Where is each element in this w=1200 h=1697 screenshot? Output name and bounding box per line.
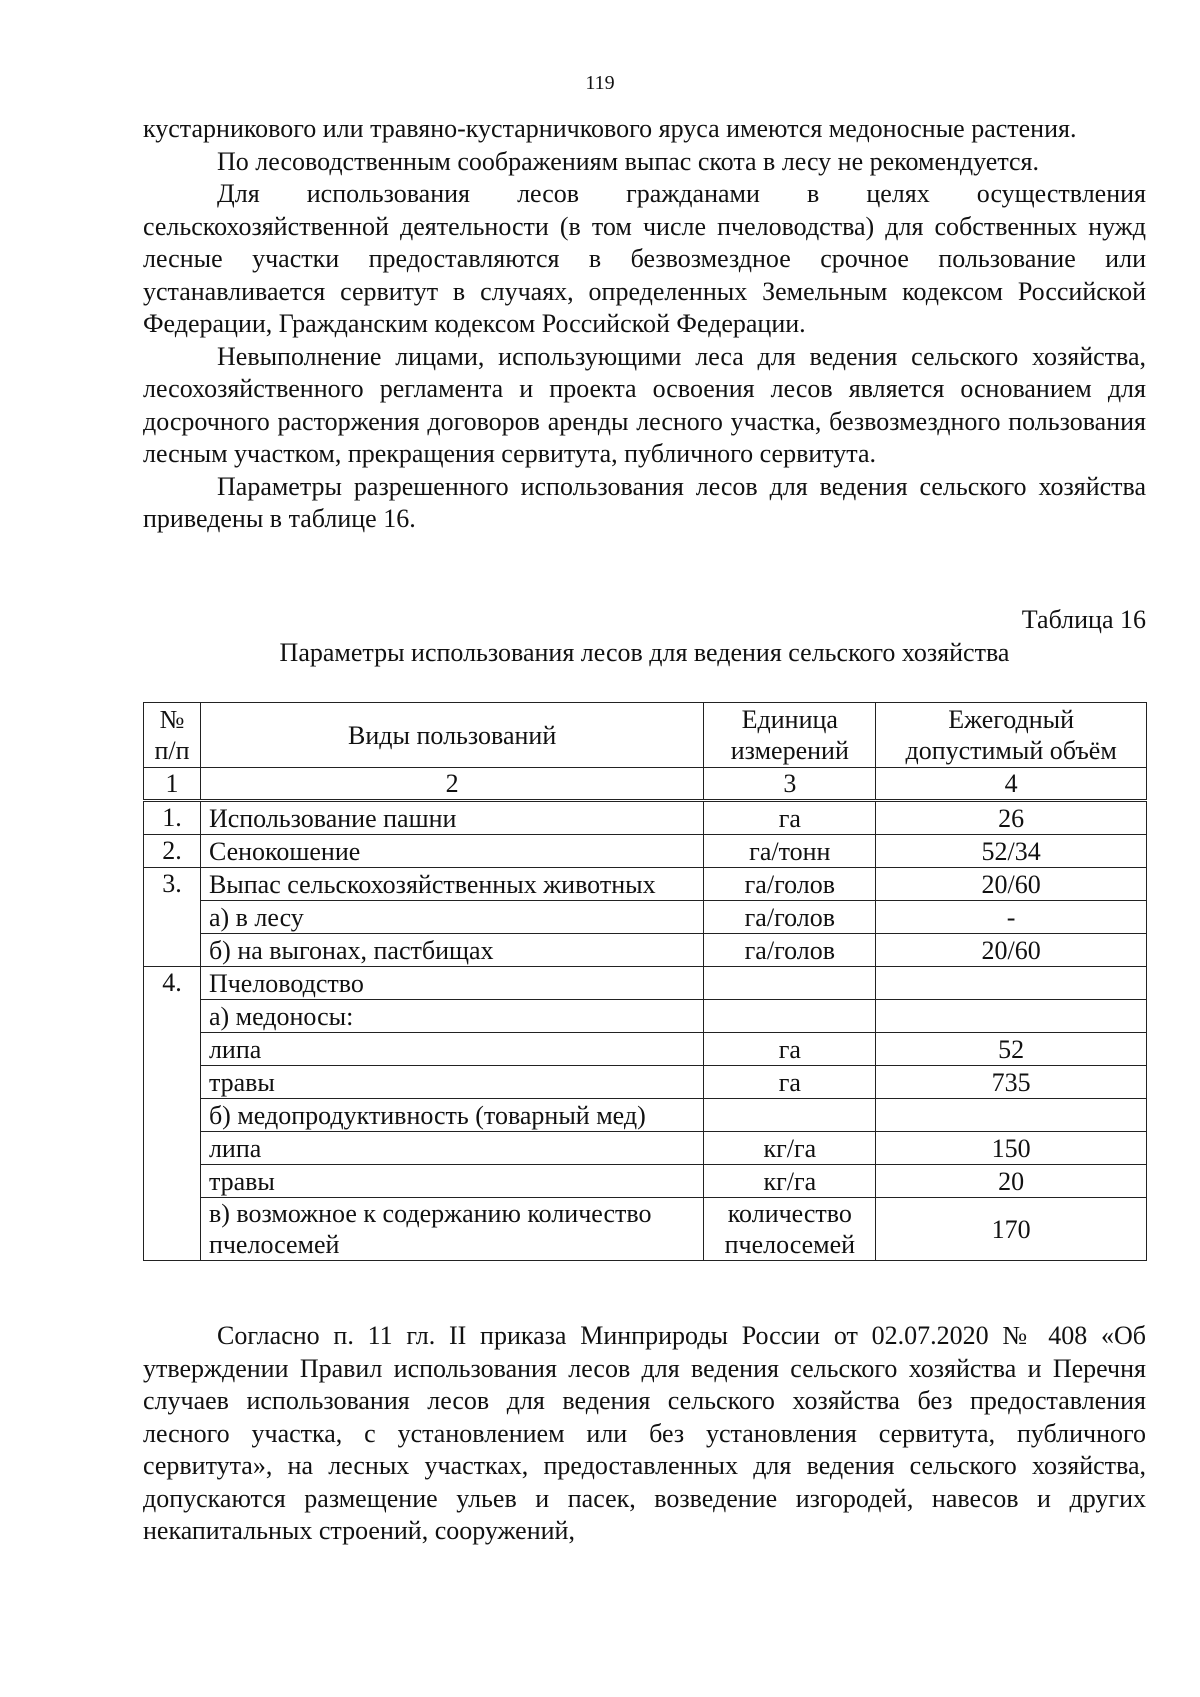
row-volume: 52: [876, 1033, 1147, 1066]
row-volume: [876, 1099, 1147, 1132]
header-num-line2: п/п: [154, 736, 190, 765]
table-row: [144, 1099, 1147, 1132]
table-row: [144, 1066, 1147, 1099]
row-kind: Пчеловодство: [200, 967, 703, 1000]
table-body: [144, 801, 1147, 1261]
table-row: [144, 1132, 1147, 1165]
row-kind: б) медопродуктивность (товарный мед): [200, 1099, 703, 1132]
table-row: [144, 1000, 1147, 1033]
column-number: 1: [144, 768, 201, 801]
row-unit: га: [704, 801, 876, 835]
paragraph-non-compliance: Невыполнение лицами, использующими леса для ведения сельского хозяйства, лесохозяйственного регламента и проекта освоения лесов является основанием для досрочного расторжения договоров аренды лесного участка, безвозмездного пользования лесным участком, прекращения сервитута, публичного сервитута.: [143, 341, 1146, 468]
row-unit: га/голов: [704, 901, 876, 934]
paragraph-citizens-use: Для использования лесов гражданами в целях осуществления сельскохозяйственной деятельности (в том числе пчеловодства) для собственных нужд лесные участки предоставляются в безвозмездное срочное пользование или устанавливается сервитут в случаях, определенных Земельным кодексом Российской Федерации, Гражданским кодексом Российской Федерации.: [143, 179, 1146, 338]
table-label: Таблица 16: [1021, 605, 1146, 634]
table-row: [144, 934, 1147, 967]
table-row: [144, 801, 1147, 835]
paragraph-table-reference: Параметры разрешенного использования лесов для ведения сельского хозяйства приведены в таблице 16.: [143, 471, 1146, 533]
row-volume: 20: [876, 1165, 1147, 1198]
row-unit: кг/га: [704, 1165, 876, 1198]
page-number: 119: [585, 72, 615, 94]
row-num: 4.: [144, 967, 201, 1261]
row-kind: травы: [200, 1066, 703, 1099]
row-unit: га/голов: [704, 868, 876, 901]
row-unit: количество пчелосемей: [704, 1198, 876, 1261]
body-text-top: [143, 113, 1146, 536]
row-kind: Сенокошение: [200, 835, 703, 868]
body-text-bottom: [143, 1320, 1146, 1548]
header-volume-line2: допустимый объём: [905, 736, 1117, 765]
table-row: [144, 1165, 1147, 1198]
table-title: Параметры использования лесов для ведения сельского хозяйства: [279, 638, 1010, 667]
paragraph-continuation: кустарникового или травяно-кустарничкового яруса имеются медоносные растения.: [143, 114, 1077, 143]
column-number: 4: [876, 768, 1147, 801]
row-kind: Выпас сельскохозяйственных животных: [200, 868, 703, 901]
table-row: [144, 835, 1147, 868]
column-number: 2: [200, 768, 703, 801]
parameters-table: [143, 702, 1147, 1261]
row-unit: [704, 1000, 876, 1033]
header-unit-line1: Единица: [741, 705, 838, 734]
table-row: [144, 1033, 1147, 1066]
row-unit: га: [704, 1033, 876, 1066]
table-row: [144, 868, 1147, 901]
paragraph-order-408: Согласно п. 11 гл. II приказа Минприроды России от 02.07.2020 № 408 «Об утверждении Правил использования лесов для ведения сельского хозяйства и Перечня случаев использования лесов для ведения сельского хозяйства без предоставления лесного участка, с установлением или без установления сервитута, публичного сервитута», на лесных участках, предоставленных для ведения сельского хозяйства, допускаются размещение ульев и пасек, возведение изгородей, навесов и других некапитальных строений, сооружений,: [143, 1321, 1146, 1545]
table-row: [144, 901, 1147, 934]
header-unit: [704, 703, 876, 768]
row-kind: а) медоносы:: [200, 1000, 703, 1033]
column-number: 3: [704, 768, 876, 801]
header-volume-line1: Ежегодный: [948, 705, 1075, 734]
row-volume: 26: [876, 801, 1147, 835]
row-unit: [704, 967, 876, 1000]
row-unit: га: [704, 1066, 876, 1099]
column-numbers-row: [144, 768, 1147, 801]
row-kind: а) в лесу: [200, 901, 703, 934]
row-volume: 20/60: [876, 934, 1147, 967]
row-volume: 52/34: [876, 835, 1147, 868]
row-unit: [704, 1099, 876, 1132]
row-num: 3.: [144, 868, 201, 967]
row-kind: б) на выгонах, пастбищах: [200, 934, 703, 967]
row-num: 1.: [144, 801, 201, 835]
paragraph-grazing: По лесоводственным соображениям выпас скота в лесу не рекомендуется.: [217, 146, 1040, 176]
row-kind: липа: [200, 1033, 703, 1066]
row-kind: Использование пашни: [200, 801, 703, 835]
header-unit-line2: измерений: [730, 736, 849, 765]
row-kind: травы: [200, 1165, 703, 1198]
row-unit: га/голов: [704, 934, 876, 967]
header-num-line1: №: [159, 705, 185, 734]
row-volume: -: [876, 901, 1147, 934]
row-num: 2.: [144, 835, 201, 868]
table-row: [144, 1198, 1147, 1261]
table-header-row: [144, 703, 1147, 768]
header-kind: Виды пользований: [200, 703, 703, 768]
row-kind: липа: [200, 1132, 703, 1165]
row-kind: в) возможное к содержанию количество пчелосемей: [200, 1198, 703, 1261]
row-unit: кг/га: [704, 1132, 876, 1165]
table-row: [144, 967, 1147, 1000]
row-volume: 170: [876, 1198, 1147, 1261]
header-volume: [876, 703, 1147, 768]
row-volume: [876, 1000, 1147, 1033]
header-num: [144, 703, 201, 768]
row-unit: га/тонн: [704, 835, 876, 868]
row-volume: 20/60: [876, 868, 1147, 901]
row-volume: 735: [876, 1066, 1147, 1099]
row-volume: 150: [876, 1132, 1147, 1165]
row-volume: [876, 967, 1147, 1000]
